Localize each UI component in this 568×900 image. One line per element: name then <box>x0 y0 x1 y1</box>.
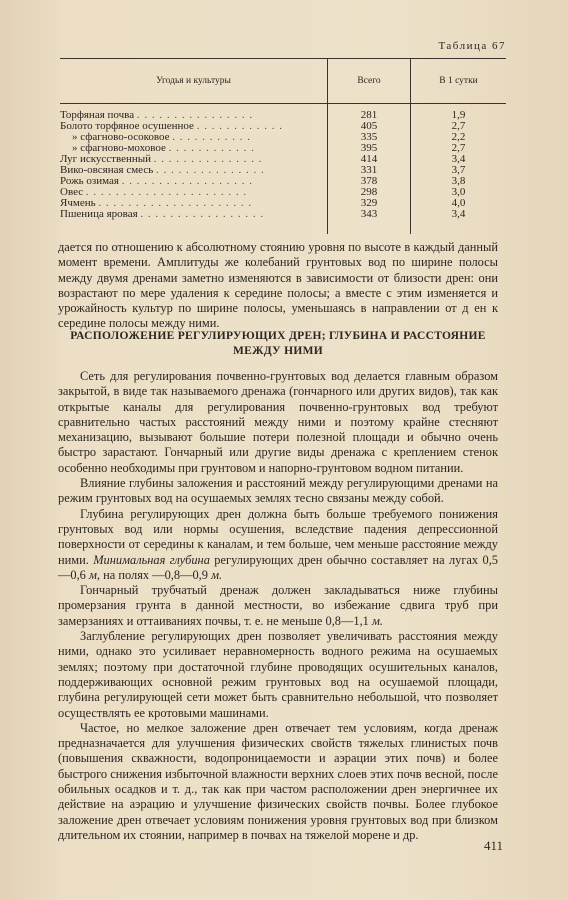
row-name: Торфяная почва <box>60 109 135 121</box>
row-daily: 3,8 <box>411 176 507 187</box>
row-daily: 3,0 <box>411 187 507 198</box>
row-name: Рожь озимая <box>60 175 119 187</box>
page-number: 411 <box>483 838 503 853</box>
row-total: 331 <box>328 165 411 176</box>
leader-dots: . . . . . . . . . . . . <box>168 142 255 154</box>
row-daily: 2,7 <box>411 143 507 154</box>
row-daily: 1,9 <box>411 110 507 121</box>
column-header-total: Всего <box>328 59 411 104</box>
leader-dots: . . . . . . . . . . . . . . . . . . <box>121 175 253 187</box>
row-total: 298 <box>328 187 411 198</box>
row-name: » сфагново-осоковое <box>72 131 170 143</box>
row-daily: 4,0 <box>411 198 507 209</box>
section-heading-line1: РАСПОЛОЖЕНИЕ РЕГУЛИРУЮЩИХ ДРЕН; ГЛУБИНА И РАССТОЯНИЕ <box>70 330 486 342</box>
row-name: Болото торфяное осушенное <box>60 120 194 132</box>
row-name-cell <box>60 209 328 220</box>
row-daily: 3,7 <box>411 165 507 176</box>
leader-dots: . . . . . . . . . . . . . . . . . . . . . . <box>85 186 248 198</box>
row-daily: 2,7 <box>411 121 507 132</box>
leader-dots: . . . . . . . . . . . . <box>196 120 283 132</box>
row-total: 343 <box>328 209 411 220</box>
paragraph-4-part-a: Гончарный трубчатый дренаж должен закладываться ниже глубины промерзания грунта в данной местности, во избежание сдвига труб при замерзаниях и оттаиваниях почвы, т. е. не меньше 0,8—1,1 <box>58 583 498 628</box>
row-total: 329 <box>328 198 411 209</box>
table-header-row <box>60 59 506 104</box>
paragraph-3-unit-2: м. <box>211 567 223 582</box>
data-table <box>60 58 506 234</box>
row-name: Овес <box>60 186 84 198</box>
leader-dots: . . . . . . . . . . . . . . . . <box>136 109 254 121</box>
paragraph-3-part-c: на полях —0,8—0,9 <box>103 567 208 582</box>
table-label: Таблица 67 <box>438 40 506 52</box>
column-header-land: Угодья и культуры <box>60 59 328 104</box>
paragraph-2: Влияние глубины заложения и расстояний между регулирующими дренами на режим грунтовых вод на осушаемых землях тесно связаны между собой. <box>58 476 498 506</box>
row-name: Луг искусственный <box>60 153 152 165</box>
paragraph-4-unit: м. <box>372 613 384 628</box>
column-header-daily: В 1 сутки <box>411 59 507 104</box>
row-total: 335 <box>328 132 411 143</box>
row-name: Пшеница яровая <box>60 208 138 220</box>
row-name: Ячмень <box>60 197 96 209</box>
intro-paragraph: дается по отношению к абсолютному стоянию уровня по высоте в каждый данный момент времени. Амплитуды же колебаний грунтовых вод по ширине полосы между двумя дренами заметно изменяются в зависимости от близости дрен: они возрастают по мере удаления к середине полосы; а вместе с этим изменяется и урожайность культур по ширине полосы, уменьшаясь в направлении от д ен к середине полосы между ними. <box>58 240 498 331</box>
paragraph-6: Частое, но мелкое заложение дрен отвечает тем условиям, когда дренаж предназначается для улучшения физических свойств тяжелых глинистых почв (повышения скважности, водопроницаемости и аэрации этих почв) и более быстрого снижения избыточной влажности верхних слоев этих почв весной, после обильных осадков и т. д., так как при частом расположении дрен энергичнее их действие на аэрацию и улучшение физических свойств почвы. Более глубокое заложение дрен отвечает условиям понижения уровня грунтовых вод при близком длительном их стоянии, например в почвах на тяжелой морене и др. <box>58 720 498 842</box>
paragraph-1: Сеть для регулирования почвенно-грунтовых вод делается главным образом закрытой, в виде так называемого дренажа (гончарного или других видов), так как открытые каналы для регулирования почвенно-грунтовых вод требуют сравнительно частых расстояний между ними и поэтому крайне стесняют механизацию, вызывают большие потери полезной площади и обычно очень быстро зарастают. Гончарный или другие виды дренажа с креплением стенок особенно необходимы при грунтовом и напорно-грунтовом водном питании. <box>58 369 498 475</box>
row-name: » сфагново-моховое <box>72 142 166 154</box>
row-name: Вико-овсяная смесь <box>60 164 154 176</box>
row-total: 405 <box>328 121 411 132</box>
paragraph-4 <box>58 583 498 629</box>
leader-dots: . . . . . . . . . . . <box>172 131 252 143</box>
paragraph-3-unit-1: м, <box>89 567 101 582</box>
paragraph-3-emphasis: Минимальная глубина <box>93 552 210 567</box>
body-text <box>58 369 498 843</box>
row-total: 414 <box>328 154 411 165</box>
table-row <box>60 209 506 220</box>
row-daily: 3,4 <box>411 154 507 165</box>
section-heading-line2: МЕЖДУ НИМИ <box>233 345 323 357</box>
row-daily: 2,2 <box>411 132 507 143</box>
paragraph-3-part-b: регулирующих дрен обычно составляет на лугах 0,5—0,6 <box>58 552 498 582</box>
row-daily: 3,4 <box>411 209 507 220</box>
leader-dots: . . . . . . . . . . . . . . . . . . . . . <box>98 197 253 209</box>
row-total: 281 <box>328 110 411 121</box>
row-total: 378 <box>328 176 411 187</box>
leader-dots: . . . . . . . . . . . . . . . <box>155 164 265 176</box>
paragraph-3-part-a: Глубина регулирующих дрен должна быть больше требуемого понижения грунтовых вод или нормы осушения, вследствие падения депрессионной поверхности от середины к каналам, и тем больше, чем меньше расстояние между ними. <box>58 506 498 567</box>
section-heading <box>58 329 498 359</box>
intro-paragraph-block <box>58 240 498 332</box>
row-total: 395 <box>328 143 411 154</box>
paragraph-3 <box>58 507 498 583</box>
leader-dots: . . . . . . . . . . . . . . . <box>153 153 263 165</box>
paragraph-5: Заглубление регулирующих дрен позволяет увеличивать расстояния между ними, однако это усиливает неравномерность водного режима на осушаемых землях; поэтому при достаточной глубине проводящих осушительных каналов, поддерживающих основной режим грунтовых вод на осушаемой площади, глубина регулирующей сети может быть сравнительно небольшой, что позволяет осуществлять ее кротовыми машинами. <box>58 629 498 720</box>
leader-dots: . . . . . . . . . . . . . . . . . <box>140 208 265 220</box>
